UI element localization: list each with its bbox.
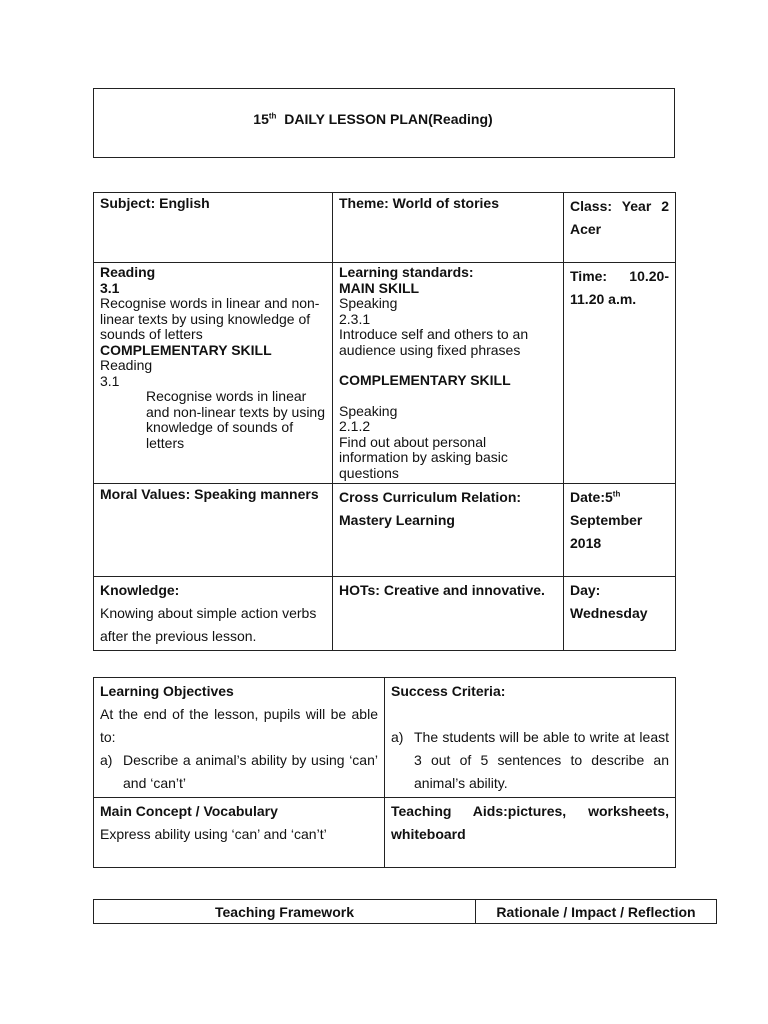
- knowledge-cell: [94, 577, 333, 651]
- time-cell: [564, 263, 676, 484]
- cross-curriculum-heading: Cross Curriculum Relation:: [339, 489, 522, 505]
- learning-objectives-heading: Learning Objectives: [100, 683, 234, 699]
- title-text: DAILY LESSON PLAN(Reading): [284, 111, 493, 127]
- teaching-framework-label: Teaching Framework: [214, 903, 354, 920]
- vocabulary-heading: Main Concept / Vocabulary: [100, 803, 278, 819]
- objectives-table: [93, 677, 676, 868]
- rationale-label: Rationale / Impact / Reflection: [496, 903, 696, 920]
- reading-cell: [94, 263, 333, 484]
- teaching-framework-table: [93, 899, 717, 924]
- moral-values-cell: [94, 484, 333, 577]
- class-cell: [564, 193, 676, 263]
- lesson-info-table: [93, 192, 676, 651]
- reading-text: Recognise words in linear and non-linear texts by using knowledge of sounds of letters: [100, 295, 320, 342]
- title-ordinal-suffix: th: [268, 111, 277, 121]
- teaching-aids-text: Teaching Aids:pictures, worksheets, whiteboard: [391, 803, 669, 842]
- comp-speaking: Speaking: [339, 402, 398, 419]
- learning-objectives-cell: [94, 678, 385, 798]
- class-text: Class: Year 2 Acer: [570, 198, 669, 237]
- reading-heading: Reading: [100, 264, 156, 280]
- main-speaking: Speaking: [339, 295, 398, 311]
- vocabulary-text: Express ability using ‘can’ and ‘can’t’: [100, 826, 327, 842]
- success-criteria-cell: [385, 678, 676, 798]
- mastery-learning-text: Mastery Learning: [339, 512, 455, 528]
- success-criteria-text: The students will be able to write at least 3 out of 5 sentences to describe an animal’s ability.: [414, 729, 669, 791]
- main-skill-heading: MAIN SKILL: [339, 279, 420, 296]
- main-text: Introduce self and others to an audience using fixed phrases: [339, 326, 529, 358]
- subject-cell: [94, 193, 333, 263]
- title-box: [93, 88, 675, 158]
- comp-code: 3.1: [100, 372, 120, 389]
- hots-text: HOTs: Creative and innovative.: [339, 582, 545, 598]
- cross-curriculum-cell: [333, 484, 564, 577]
- day-cell: [564, 577, 676, 651]
- subject-text: Subject: English: [100, 195, 210, 211]
- success-criteria-item: [391, 726, 669, 795]
- learning-standards-heading: Learning standards:: [339, 264, 474, 280]
- reading-code: 3.1: [100, 279, 120, 296]
- theme-cell: [333, 193, 564, 263]
- knowledge-text: Knowing about simple action verbs after the previous lesson.: [100, 605, 317, 644]
- comp-skill-heading: COMPLEMENTARY SKILL: [100, 341, 272, 358]
- page-title: [94, 111, 674, 127]
- moral-values-text: Moral Values: Speaking manners: [100, 486, 319, 502]
- date-suffix: th: [612, 489, 621, 499]
- comp-text: Recognise words in linear and non-linear texts by using knowledge of sounds of letters: [146, 388, 325, 451]
- success-criteria-heading: Success Criteria:: [391, 683, 506, 699]
- date-prefix: Date:5: [570, 489, 613, 505]
- date-cell: [564, 484, 676, 577]
- knowledge-heading: Knowledge:: [100, 582, 180, 598]
- learning-objective-item: [100, 749, 378, 795]
- day-value: Wednesday: [570, 605, 648, 621]
- hots-cell: [333, 577, 564, 651]
- vocabulary-cell: [94, 798, 385, 868]
- rationale-header: [476, 900, 717, 924]
- teaching-aids-cell: [385, 798, 676, 868]
- comp-text-2: Find out about personal information by asking basic questions: [339, 433, 508, 481]
- learning-objective-label: a): [100, 752, 113, 768]
- learning-objectives-intro: At the end of the lesson, pupils will be able to:: [100, 706, 378, 745]
- comp-skill-heading-2: COMPLEMENTARY SKILL: [339, 372, 511, 388]
- success-criteria-label: a): [391, 729, 404, 745]
- date-rest: September 2018: [570, 512, 643, 551]
- comp-code-2: 2.1.2: [339, 418, 371, 434]
- learning-standards-cell: [333, 263, 564, 484]
- learning-objective-text: Describe a animal’s ability by using ‘can’ and ‘can’t’: [123, 752, 378, 791]
- time-text: Time: 10.20-11.20 a.m.: [570, 268, 669, 307]
- teaching-framework-header: [94, 900, 476, 924]
- theme-text: Theme: World of stories: [339, 195, 499, 211]
- title-ordinal: 15: [253, 111, 269, 127]
- main-code: 2.3.1: [339, 310, 371, 327]
- comp-reading: Reading: [100, 357, 153, 373]
- day-label: Day:: [570, 582, 601, 598]
